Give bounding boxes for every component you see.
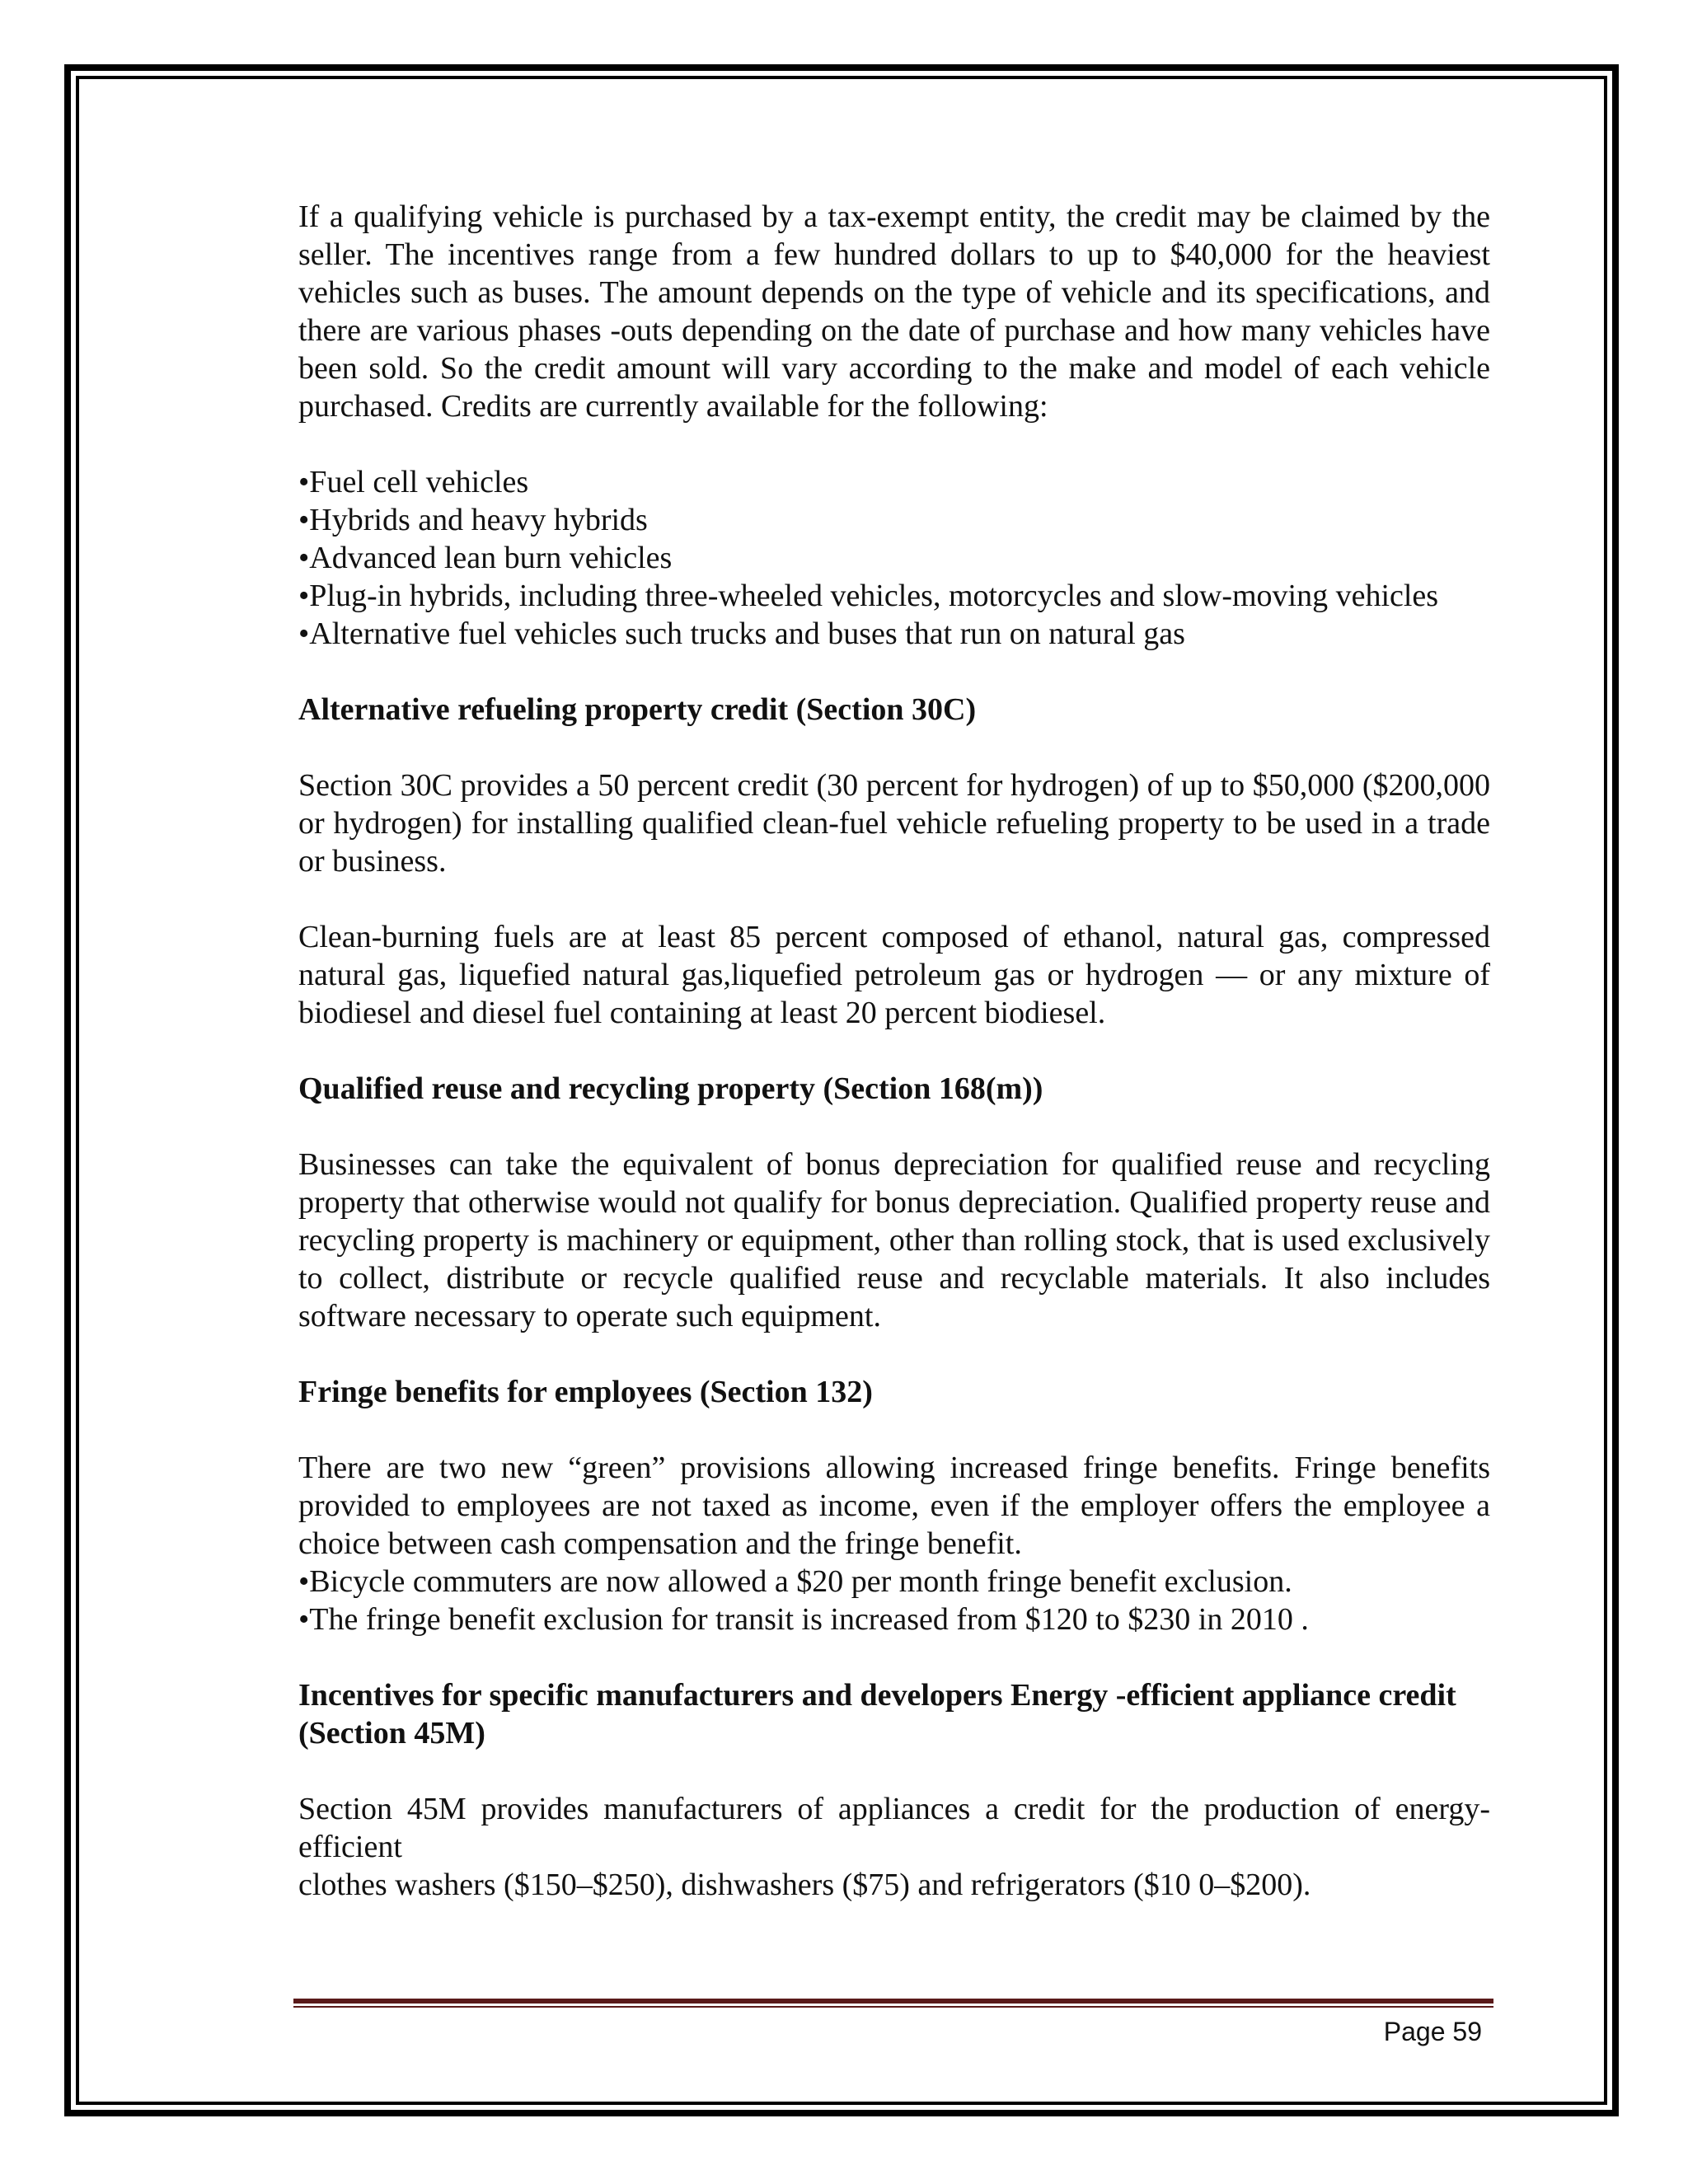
section-45m-line-2: clothes washers ($150–$250), dishwashers ($75) and refrigerators ($10 0–$200). bbox=[298, 1868, 1311, 1902]
list-item: •Advanced lean burn vehicles bbox=[298, 541, 673, 575]
fringe-benefit-list bbox=[298, 1563, 1490, 1638]
list-item: •Hybrids and heavy hybrids bbox=[298, 503, 648, 537]
list-item: •Plug-in hybrids, including three-wheeled vehicles, motorcycles and slow-moving vehicles bbox=[298, 579, 1439, 613]
footer-divider-thin bbox=[293, 2006, 1493, 2008]
document-body bbox=[298, 198, 1490, 1904]
list-item: •Fuel cell vehicles bbox=[298, 465, 529, 499]
section-30c-paragraph-1: Section 30C provides a 50 percent credit (30 percent for hydrogen) of up to $50,000 ($200,000 or hydrogen) for installing qualified clean-fuel vehicle refueling property to be used in a trade or business. bbox=[298, 768, 1490, 879]
footer-divider bbox=[293, 1999, 1493, 2004]
section-132-paragraph: There are two new “green” provisions allowing increased fringe benefits. Fringe benefits provided to employees are not taxed as income, even if the employer offers the employee a choice between cash compensation and the fringe benefit. bbox=[298, 1451, 1490, 1561]
list-item: •Bicycle commuters are now allowed a $20 per month fringe benefit exclusion. bbox=[298, 1564, 1292, 1599]
section-heading-132: Fringe benefits for employees (Section 132) bbox=[298, 1375, 873, 1409]
section-45m-line-1: Section 45M provides manufacturers of appliances a credit for the production of energy-efficient bbox=[298, 1792, 1490, 1864]
list-item: •The fringe benefit exclusion for transit is increased from $120 to $230 in 2010 . bbox=[298, 1602, 1309, 1637]
section-168m-paragraph: Businesses can take the equivalent of bonus depreciation for qualified reuse and recycling property that otherwise would not qualify for bonus depreciation. Qualified property reuse and recycling property is machinery or equipment, other than rolling stock, that is used exclusively to collect, distribute or recycle qualified reuse and recyclable materials. It also includes software necessary to operate such equipment. bbox=[298, 1147, 1490, 1333]
section-45m-paragraph bbox=[298, 1790, 1490, 1904]
page-number: Page 59 bbox=[1383, 2017, 1482, 2046]
section-heading-168m: Qualified reuse and recycling property (Section 168(m)) bbox=[298, 1071, 1043, 1106]
intro-paragraph: If a qualifying vehicle is purchased by a tax-exempt entity, the credit may be claimed by the seller. The incentives range from a few hundred dollars to up to $40,000 for the heaviest vehicles such as buses. The amount depends on the type of vehicle and its specifications, and there are various phases -outs depending on the date of purchase and how many vehicles have been sold. So the credit amount will vary according to the make and model of each vehicle purchased. Credits are currently available for the following: bbox=[298, 199, 1490, 424]
section-heading-30c: Alternative refueling property credit (Section 30C) bbox=[298, 692, 977, 727]
section-heading-45m: Incentives for specific manufacturers and developers Energy -efficient appliance credit (Section 45M) bbox=[298, 1678, 1456, 1750]
section-30c-paragraph-2: Clean-burning fuels are at least 85 percent composed of ethanol, natural gas, compressed natural gas, liquefied natural gas,liquefied petroleum gas or hydrogen — or any mixture of biodiesel and diesel fuel containing at least 20 percent biodiesel. bbox=[298, 920, 1490, 1030]
vehicle-credit-list bbox=[298, 463, 1490, 653]
list-item: •Alternative fuel vehicles such trucks and buses that run on natural gas bbox=[298, 616, 1185, 651]
